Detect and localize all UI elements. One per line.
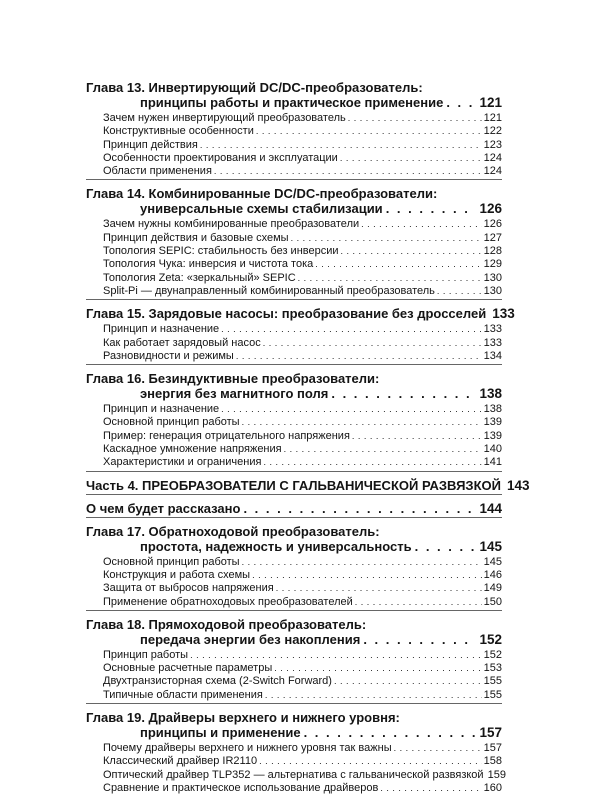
leader-dots <box>446 95 476 110</box>
entry-title: Конструкция и работа схемы <box>103 568 251 581</box>
toc-entry <box>86 403 502 416</box>
leader-dots <box>334 675 482 688</box>
chapter-title-line2 <box>86 632 502 647</box>
leader-dots <box>243 501 476 516</box>
entry-page-number: 139 <box>483 429 502 442</box>
toc-entry <box>86 649 502 662</box>
toc-entry <box>86 139 502 152</box>
entry-title: Защита от выбросов напряжения <box>103 582 274 595</box>
chapter-page-number: 133 <box>492 306 515 322</box>
toc-entry <box>86 556 502 569</box>
toc-entry <box>86 782 502 795</box>
chapter-title-line2 <box>86 725 502 740</box>
entry-title: Каскадное умножение напряжения <box>103 443 282 456</box>
entry-page-number: 159 <box>487 768 506 781</box>
entry-page-number: 124 <box>483 151 502 164</box>
toc-entry <box>86 152 502 165</box>
entry-title: Пример: генерация отрицательного напряжения <box>103 429 350 442</box>
entry-page-number: 126 <box>483 218 502 231</box>
leader-dots <box>291 232 482 245</box>
entry-title: Области применения <box>103 165 212 178</box>
toc-entry <box>86 689 502 702</box>
entry-title: Типичные области применения <box>103 688 263 701</box>
entry-title: Сравнение и практическое использование драйверов <box>103 781 379 794</box>
leader-dots <box>221 323 481 336</box>
chapter-title-line2 <box>86 306 515 322</box>
section-list <box>86 556 502 609</box>
entry-title: Принцип и назначение <box>103 323 220 336</box>
entry-title: Конструктивные особенности <box>103 125 254 138</box>
section-list <box>86 649 502 702</box>
leader-dots <box>355 596 482 609</box>
toc-entry <box>86 596 502 609</box>
leader-dots <box>276 582 482 595</box>
leader-dots <box>340 152 482 165</box>
entry-page-number: 149 <box>483 582 502 595</box>
chapter-page-number: 145 <box>479 538 502 554</box>
entry-title: Классический драйвер IR2110 <box>103 755 258 768</box>
chapter-page-number: 152 <box>479 631 502 647</box>
leader-dots <box>221 403 481 416</box>
chapter-title-text: универсальные схемы стабилизации <box>140 201 383 217</box>
entry-title: Особенности проектирования и эксплуатации <box>103 151 338 164</box>
chapter-title-text: Глава 15. Зарядовые насосы: преобразование без дросселей <box>86 306 487 322</box>
toc-entry <box>86 245 502 258</box>
entry-title: Двухтранзисторная схема (2-Switch Forward) <box>103 675 332 688</box>
toc-entry <box>86 218 502 231</box>
entry-page-number: 130 <box>483 284 502 297</box>
toc-chapter <box>86 617 502 704</box>
toc-entry <box>86 323 502 336</box>
entry-page-number: 122 <box>483 125 502 138</box>
chapter-title-text: принципы и применение <box>140 725 301 741</box>
entry-page-number: 127 <box>483 231 502 244</box>
toc-entry <box>86 582 502 595</box>
entry-title: Основной принцип работы <box>103 555 240 568</box>
chapter-title-line1: Глава 13. Инвертирующий DC/DC-преобразователь: <box>86 80 423 95</box>
entry-page-number: 121 <box>483 112 502 124</box>
chapter-title-line1: Глава 16. Безиндуктивные преобразователи: <box>86 371 380 387</box>
chapter-page-number: 143 <box>506 477 530 493</box>
entry-page-number: 157 <box>483 742 502 755</box>
toc-chapter <box>86 186 502 300</box>
entry-title: Почему драйверы верхнего и нижнего уровня так важны <box>103 742 392 755</box>
chapter-title-text: передача энергии без накопления <box>140 631 361 647</box>
chapter-title-line2 <box>86 501 502 516</box>
entry-title: Основной принцип работы <box>103 416 240 429</box>
chapter-title-line1: Глава 19. Драйверы верхнего и нижнего уровня: <box>86 710 400 726</box>
entry-title: Принцип и назначение <box>103 403 220 416</box>
entry-page-number: 145 <box>483 555 502 568</box>
leader-dots <box>352 430 482 443</box>
toc-entry <box>86 443 502 456</box>
leader-dots <box>415 539 477 554</box>
chapter-title-line1: Глава 17. Обратноходовой преобразователь: <box>86 523 380 539</box>
entry-page-number: 129 <box>483 258 502 271</box>
leader-dots <box>263 456 481 469</box>
toc-chapter <box>86 477 530 495</box>
toc-chapter <box>86 371 502 471</box>
toc-entry <box>86 416 502 429</box>
chapter-title-text: энергия без магнитного поля <box>140 386 329 402</box>
entry-title: Топология Zeta: «зеркальный» SEPIC <box>103 271 296 284</box>
toc-entry <box>86 768 506 782</box>
entry-page-number: 160 <box>483 781 502 794</box>
entry-page-number: 153 <box>483 662 502 675</box>
leader-dots <box>242 556 482 569</box>
leader-dots <box>256 125 482 138</box>
leader-dots <box>242 416 482 429</box>
leader-dots <box>284 443 482 456</box>
leader-dots <box>380 782 481 795</box>
chapter-page-number: 157 <box>479 725 502 741</box>
leader-dots <box>252 569 482 582</box>
chapter-title-text: простота, надежность и универсальность <box>140 538 412 554</box>
toc-entry <box>86 755 502 768</box>
chapter-title-line2 <box>86 386 502 401</box>
toc-entry <box>86 742 502 755</box>
toc-entry <box>86 430 502 443</box>
chapter-title-line2 <box>86 95 502 110</box>
leader-dots <box>190 649 482 662</box>
entry-title: Основные расчетные параметры <box>103 662 273 675</box>
chapter-title-text: принципы работы и практическое применение <box>140 95 444 110</box>
entry-page-number: 133 <box>483 336 502 349</box>
entry-page-number: 128 <box>483 245 502 258</box>
toc-chapter <box>86 80 502 180</box>
entry-title: Принцип работы <box>103 648 189 661</box>
leader-dots <box>363 632 476 647</box>
chapter-title-line2 <box>86 539 502 554</box>
entry-title: Split-Pi — двунаправленный комбинированный преобразователь <box>103 284 435 297</box>
entry-page-number: 141 <box>483 456 502 469</box>
entry-page-number: 155 <box>483 675 502 688</box>
leader-dots <box>348 112 482 125</box>
chapter-page-number: 144 <box>479 500 502 516</box>
chapter-title-text: Часть 4. ПРЕОБРАЗОВАТЕЛИ С ГАЛЬВАНИЧЕСКОЙ РАЗВЯЗКОЙ <box>86 477 501 493</box>
entry-title: Принцип действия <box>103 138 198 151</box>
toc-entry <box>86 662 502 675</box>
chapter-page-number: 138 <box>479 386 502 402</box>
chapter-title-text: О чем будет рассказано <box>86 500 241 516</box>
leader-dots <box>274 662 481 675</box>
toc-entry <box>86 350 502 363</box>
toc-chapter <box>86 306 515 365</box>
chapter-page-number: 126 <box>479 201 502 217</box>
entry-page-number: 140 <box>483 443 502 456</box>
entry-title: Топология SEPIC: стабильность без инверсии <box>103 245 339 258</box>
entry-title: Применение обратноходовых преобразователей <box>103 595 353 608</box>
entry-title: Оптический драйвер TLP352 — альтернатива с гальванической развязкой <box>103 768 484 781</box>
chapter-title-line2 <box>86 201 502 216</box>
entry-page-number: 123 <box>483 138 502 151</box>
chapter-title-line1: Глава 18. Прямоходовой преобразователь: <box>86 616 367 632</box>
leader-dots <box>315 258 481 271</box>
entry-title: Принцип действия и базовые схемы <box>103 231 289 244</box>
toc-entry <box>86 285 502 298</box>
leader-dots <box>386 201 477 216</box>
toc-chapter <box>86 524 502 611</box>
entry-page-number: 138 <box>483 403 502 416</box>
entry-page-number: 139 <box>483 416 502 429</box>
leader-dots <box>236 350 482 363</box>
section-list <box>86 323 502 363</box>
entry-page-number: 130 <box>483 271 502 284</box>
toc-entry <box>86 675 502 688</box>
toc-chapter <box>86 501 502 518</box>
toc-entry <box>86 337 502 350</box>
entry-title: Зачем нужны комбинированные преобразователи <box>103 218 360 231</box>
entry-title: Топология Чука: инверсия и чистота тока <box>103 258 314 271</box>
leader-dots <box>361 218 482 231</box>
leader-dots <box>263 337 482 350</box>
chapter-title-line2 <box>86 477 530 493</box>
entry-page-number: 155 <box>483 688 502 701</box>
entry-page-number: 146 <box>483 568 502 581</box>
section-list <box>86 403 502 469</box>
entry-page-number: 124 <box>483 165 502 178</box>
leader-dots <box>200 139 482 152</box>
entry-title: Разновидности и режимы <box>103 349 234 362</box>
table-of-contents <box>86 80 530 801</box>
leader-dots <box>437 285 482 298</box>
entry-title: Зачем нужен инвертирующий преобразователь <box>103 112 346 124</box>
chapter-title-line1: Глава 14. Комбинированные DC/DC-преобразователи: <box>86 186 438 202</box>
leader-dots <box>304 725 477 740</box>
entry-page-number: 133 <box>483 323 502 336</box>
leader-dots <box>265 689 482 702</box>
section-list <box>86 218 502 298</box>
leader-dots <box>341 245 482 258</box>
toc-entry <box>86 165 502 178</box>
toc-entry <box>86 569 502 582</box>
toc-chapter <box>86 710 506 795</box>
leader-dots <box>394 742 482 755</box>
entry-page-number: 134 <box>483 349 502 362</box>
toc-entry <box>86 232 502 245</box>
leader-dots <box>259 755 482 768</box>
entry-title: Характеристики и ограничения <box>103 456 262 469</box>
toc-entry <box>86 112 502 125</box>
leader-dots <box>298 272 482 285</box>
chapter-page-number: 121 <box>479 95 502 110</box>
toc-entry <box>86 456 502 469</box>
toc-entry <box>86 258 502 271</box>
entry-page-number: 158 <box>483 755 502 768</box>
section-list <box>86 112 502 178</box>
leader-dots <box>214 165 482 178</box>
entry-page-number: 150 <box>483 595 502 608</box>
leader-dots <box>331 386 476 401</box>
toc-entry <box>86 125 502 138</box>
entry-title: Как работает зарядовый насос <box>103 336 261 349</box>
entry-page-number: 152 <box>483 648 502 661</box>
toc-entry <box>86 272 502 285</box>
